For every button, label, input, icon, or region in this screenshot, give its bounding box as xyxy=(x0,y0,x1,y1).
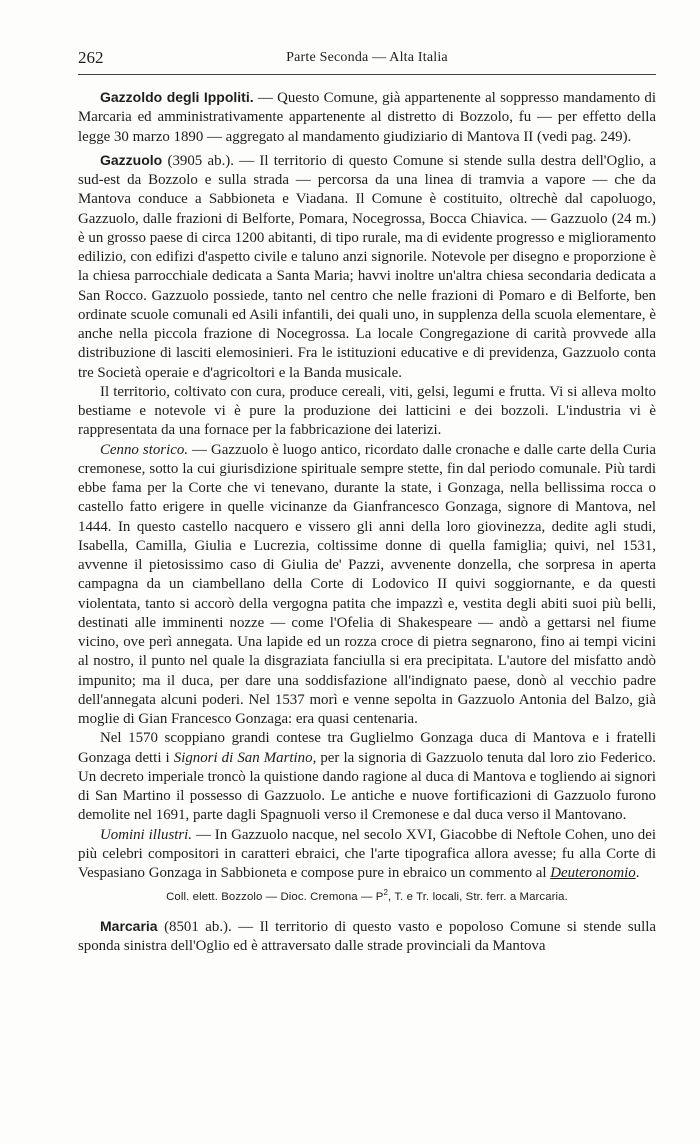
page-number: 262 xyxy=(78,48,104,67)
running-title: Parte Seconda — Alta Italia xyxy=(286,50,448,65)
entry-marcaria xyxy=(78,917,656,957)
signori-san-martino: Signori di San Martino xyxy=(173,749,313,766)
page-header xyxy=(78,48,656,75)
cenno-storico-text: — Gazzuolo è luogo antico, ricordato dalle cronache e dalle carte della Curia cremonese, sotto la cui giurisdizione spirituale sempre stette, fin dal periodo comunale. Più tardi ebbe fama per la Corte che vi tenevano, durante la state, i Gonzaga, nella bellissima rocca o castello fatto erigere in quelle vicinanze da Gianfrancesco Gonzaga, signore di Mantova, nel 1444. In questo castello nacquero e vissero gli anni della loro giovinezza, dedite agli studi, Isabella, Camilla, Giulia e Lucrezia, coltissime donne di quella famiglia; quivi, nel 1531, avvenne il pietosissimo caso di Giulia de' Pazzi, avvenente donzella, che sorpresa in aperta campagna da un ciambellano della Corte di Lodovico II quivi soggiornante, e da questi violentata, tanto si accorò della vergogna patita che impazzì e, vestita degli abiti suoi più belli, destinati alle imminenti nozze — come l'Ofelia di Shakespeare — andò a gettarsi nel fiume vicino, ove perì annegata. Una lapide ed un rozza croce di pietra segnarono, fino ai tempi vicini al nostro, il punto nel quale la disgraziata fanciulla si era precipitata. L'autore del misfatto andò impunito; ma il duca, per dare una soddisfazione all'indignato paese, donò al vecchio padre dell'annegata alcuni poderi. Nel 1537 morì e venne sepolta in Gazzuolo Antonia del Balzo, già moglie di Gian Francesco Gonzaga: era quasi centenaria. xyxy=(78,441,656,727)
uomini-illustri-end: . xyxy=(635,865,640,881)
note-superscript: 2 xyxy=(383,888,389,898)
entry-title-marcaria: Marcaria xyxy=(100,917,158,934)
paragraph-uomini-illustri xyxy=(78,826,656,884)
entry-title-gazzoldo: Gazzoldo degli Ippoliti. xyxy=(100,89,254,105)
administrative-note xyxy=(78,888,656,907)
contese-text-end: , per la signoria di Gazzuolo tenuta dal loro zio Federico. Un decreto imperiale troncò la quistione dando ragione al duca di Mantova e togliendo ai signori di San Martino il possesso di Gazzuolo. Le antiche e nuove fortificazioni di Gazzuolo furono demolite nel 1691, parte dagli Spagnuoli verso il Cremonese e dal duca verso il Mantovano. xyxy=(78,749,656,824)
note-text-end: , T. e Tr. locali, Str. ferr. a Marcaria. xyxy=(388,891,568,904)
section-heading-cenno-storico: Cenno storico. xyxy=(100,441,189,458)
entry-title-gazzuolo: Gazzuolo xyxy=(100,151,163,168)
entry-gazzuolo xyxy=(78,151,656,383)
entry-text-gazzuolo: (3905 ab.). — Il territorio di questo Comune si stende sulla destra dell'Oglio, a sud-est da Bozzolo e sulla strada — percorsa da una linea di tramvia a vapore — che da Mantova conduce a Sabbioneta e Viadana. Il Comune è costituito, oltrechè dal capoluogo, Gazzuolo, dalle frazioni di Belforte, Pomara, Nocegrossa, Bocca Chiavica. — Gazzuolo (24 m.) è un grosso paese di circa 1200 abitanti, di tipo rurale, ma di evidente progresso e miglioramento edilizio, con edifizi d'aspetto civile e taluno anzi signorile. Notevole per disegno e proporzione è la chiesa parrocchiale dedicata a Santa Maria; havvi inoltre un'altra chiesa secondaria dedicata a San Rocco. Gazzuolo possiede, tanto nel centro che nelle frazioni di Pomaro e di Belforte, ben ordinate scuole comunali ed Asili infantili, dei quali uno, in supplenza della scuola elementare, è anche nella piccola frazione di Nocegrossa. La locale Congregazione di carità provvede alla distribuzione di lasciti elemosinieri. Fra le istituzioni educative e di previdenza, Gazzuolo conta tre Società operaie e d'agricoltori e la Banda musicale. xyxy=(78,152,656,381)
entry-gazzoldo xyxy=(78,88,656,147)
body-text xyxy=(78,88,656,956)
paragraph-cenno-storico xyxy=(78,441,656,730)
deuteronomio-title: Deuteronomio xyxy=(550,865,636,881)
page xyxy=(78,48,656,956)
entry-text-marcaria: (8501 ab.). — Il territorio di questo vasto e popoloso Comune si stende sulla sponda sinistra dell'Oglio ed è attraversato dalle strade provinciali da Mantova xyxy=(78,918,656,954)
contese-text-start: Nel 1570 scoppiano grandi contese tra Guglielmo Gonzaga duca di Mantova e i fratelli Gonzaga detti i xyxy=(78,730,656,766)
section-heading-uomini-illustri: Uomini illustri. xyxy=(100,826,193,843)
paragraph-contese xyxy=(78,729,656,825)
entry-text-gazzoldo: — Questo Comune, già appartenente al soppresso mandamento di Marcaria ed amministrativamente appartenente al distretto di Bozzolo, fu — per effetto della legge 30 marzo 1890 — aggregato al mandamento giudiziario di Mantova II (vedi pag. 249). xyxy=(78,90,656,145)
uomini-illustri-text: — In Gazzuolo nacque, nel secolo XVI, Giacobbe di Neftole Cohen, uno dei più celebri compositori in caratteri ebraici, che l'arte tipografica allora avesse; fu alla Corte di Vespasiano Gonzaga in Sabbioneta e compose pure in ebraico un commento al xyxy=(78,826,656,881)
note-text-start: Coll. elett. Bozzolo — Dioc. Cremona — P xyxy=(166,891,384,904)
paragraph-territorio: Il territorio, coltivato con cura, produce cereali, viti, gelsi, legumi e frutta. Vi si alleva molto bestiame e notevole vi è pure la produzione dei latticini e dei bozzoli. L'industria vi è rappresentata da una fornace per la fabbricazione dei laterizi. xyxy=(78,383,656,439)
